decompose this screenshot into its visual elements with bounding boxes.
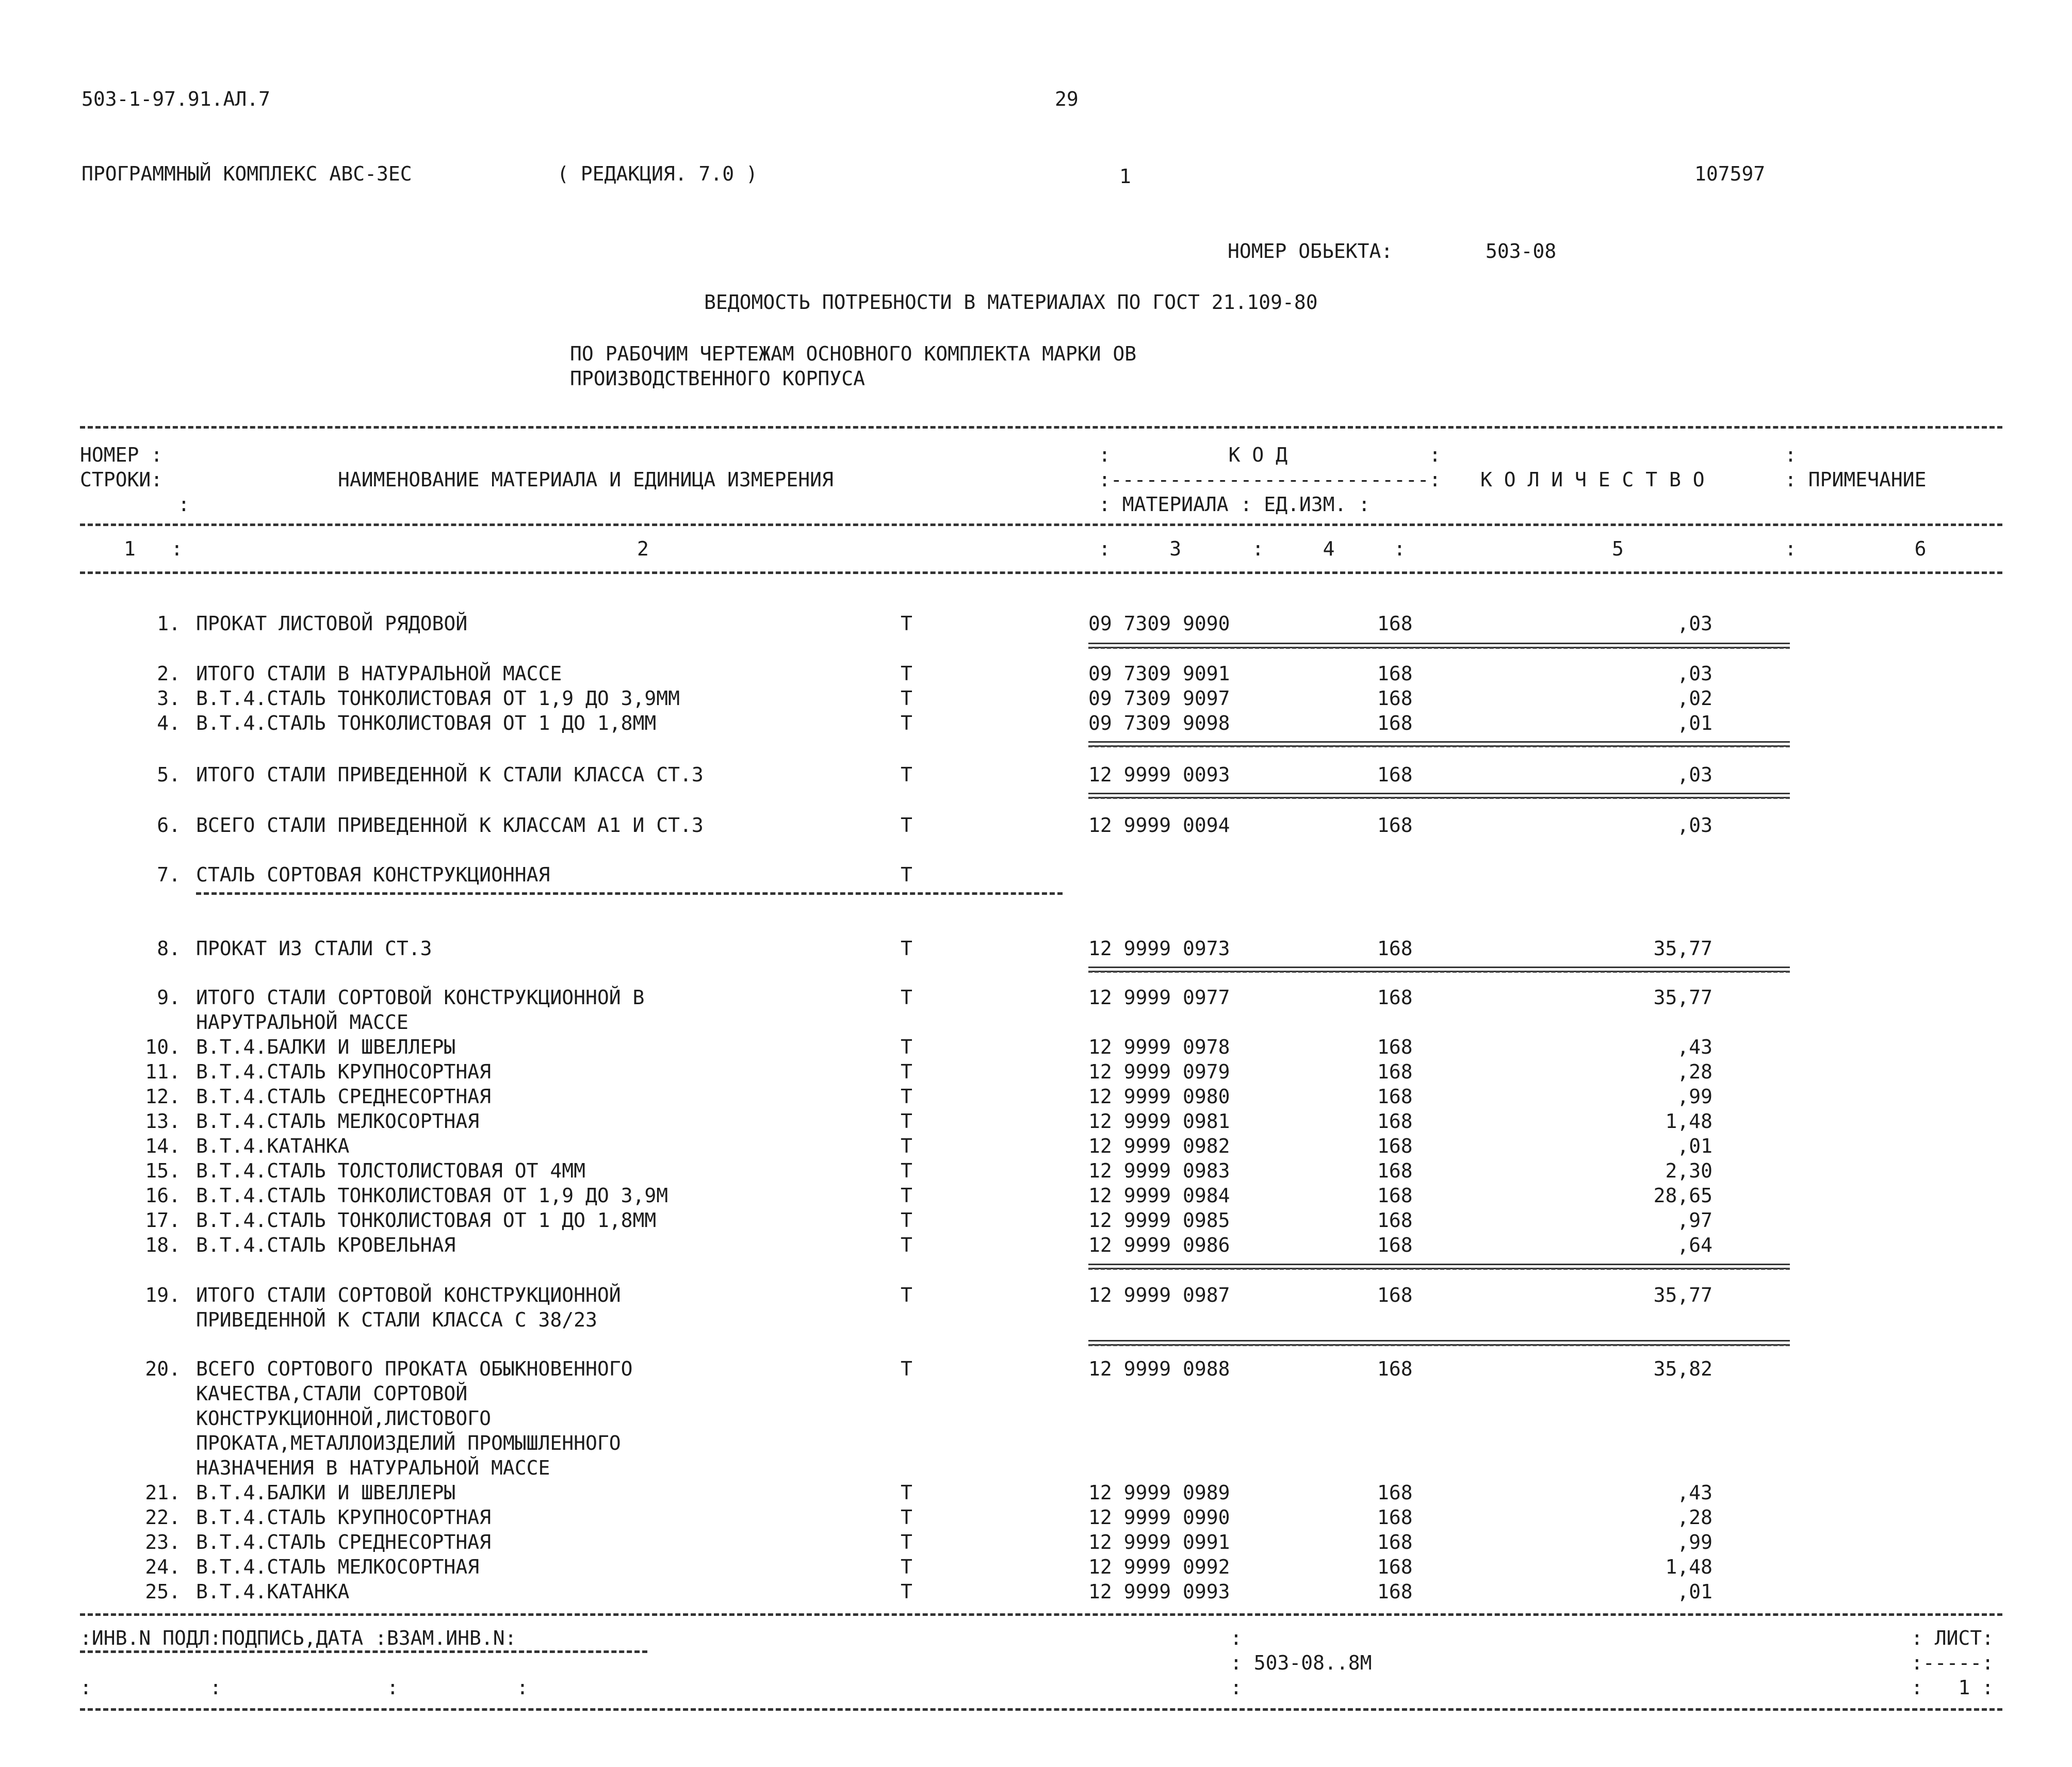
table-row [0, 1183, 2072, 1208]
material-code: 12 9999 0990 [1088, 1506, 1230, 1529]
material-name: В.Т.4.СТАЛЬ ТОЛСТОЛИСТОВАЯ ОТ 4ММ [196, 1159, 585, 1182]
table-row [0, 936, 2072, 961]
unit-code: 168 [1377, 612, 1413, 635]
unit: Т [901, 1234, 912, 1256]
total-separator [1088, 1340, 1790, 1346]
row-number: 23. [145, 1531, 181, 1553]
doc-ref-colon-bottom: : [1230, 1676, 1242, 1699]
unit-code: 168 [1377, 763, 1413, 786]
program-edition: ( РЕДАКЦИЯ. 7.0 ) [557, 162, 758, 185]
table-row [0, 1505, 2072, 1530]
quantity: ,97 [1677, 1209, 1712, 1232]
page-number: 29 [1055, 88, 1079, 110]
unit-code: 168 [1377, 1135, 1413, 1157]
row-number: 10. [145, 1036, 181, 1058]
unit-code: 168 [1377, 1060, 1413, 1083]
table-row [0, 762, 2072, 787]
row-number: 21. [145, 1481, 181, 1504]
table-row [0, 1158, 2072, 1183]
row-number: 16. [145, 1184, 181, 1207]
unit: Т [901, 712, 912, 734]
material-name: В.Т.4.СТАЛЬ МЕЛКОСОРТНАЯ [196, 1556, 480, 1578]
col-header-name: НАИМЕНОВАНИЕ МАТЕРИАЛА И ЕДИНИЦА ИЗМЕРЕНИЯ [338, 468, 834, 491]
material-name-continuation: ПРИВЕДЕННОЙ К СТАЛИ КЛАССА С 38/23 [196, 1308, 597, 1331]
material-name: В.Т.4.СТАЛЬ КРУПНОСОРТНАЯ [196, 1506, 491, 1529]
quantity: ,01 [1677, 1580, 1712, 1603]
table-row [0, 711, 2072, 735]
col-number-2: 2 [637, 537, 649, 560]
stamp-cells: : : : : [80, 1676, 529, 1699]
table-row [0, 985, 2072, 1010]
unit: Т [901, 687, 912, 710]
quantity: ,43 [1677, 1481, 1712, 1504]
section-rule [196, 892, 1063, 895]
unit: Т [901, 1060, 912, 1083]
material-code: 12 9999 0981 [1088, 1110, 1230, 1133]
sheet-label: : ЛИСТ: [1911, 1627, 1994, 1649]
table-row [0, 1555, 2072, 1579]
unit: Т [901, 1531, 912, 1553]
row-number: 2. [157, 662, 181, 685]
row-number: 15. [145, 1159, 181, 1182]
row-number: 1. [157, 612, 181, 635]
table-row [0, 1356, 2072, 1381]
table-row [0, 1059, 2072, 1084]
unit-code: 168 [1377, 1506, 1413, 1529]
quantity: 35,77 [1653, 937, 1712, 960]
unit-code: 168 [1377, 687, 1413, 710]
total-separator [1088, 1264, 1790, 1269]
material-name: В.Т.4.СТАЛЬ КРУПНОСОРТНАЯ [196, 1060, 491, 1083]
material-name: ВСЕГО СТАЛИ ПРИВЕДЕННОЙ К КЛАССАМ А1 И СТ.3 [196, 814, 704, 837]
unit-code: 168 [1377, 1580, 1413, 1603]
unit: Т [901, 1357, 912, 1380]
material-name-continuation: КОНСТРУКЦИОННОЙ,ЛИСТОВОГО [196, 1407, 491, 1430]
unit: Т [901, 1284, 912, 1306]
quantity: 35,82 [1653, 1357, 1712, 1380]
quantity: ,02 [1677, 687, 1712, 710]
col-header-code: : К О Д : [1099, 444, 1441, 466]
material-name: В.Т.4.СТАЛЬ ТОНКОЛИСТОВАЯ ОТ 1,9 ДО 3,9ММ [196, 687, 680, 710]
sheet-rule: :-----: [1911, 1651, 1994, 1674]
unit: Т [901, 1580, 912, 1603]
table-row [0, 661, 2072, 686]
material-name: ПРОКАТ ИЗ СТАЛИ СТ.3 [196, 937, 432, 960]
unit: Т [901, 1036, 912, 1058]
table-row [0, 813, 2072, 838]
col-number-6: : 6 [1785, 537, 1927, 560]
table-row [0, 1579, 2072, 1604]
material-name: ВСЕГО СОРТОВОГО ПРОКАТА ОБЫКНОВЕННОГО [196, 1357, 633, 1380]
document-code: 503-1-97.91.АЛ.7 [81, 88, 271, 110]
unit: Т [901, 1085, 912, 1108]
total-separator [1088, 643, 1790, 648]
material-name: В.Т.4.СТАЛЬ ТОНКОЛИСТОВАЯ ОТ 1 ДО 1,8ММ [196, 1209, 657, 1232]
material-name: ИТОГО СТАЛИ СОРТОВОЙ КОНСТРУКЦИОННОЙ [196, 1284, 621, 1306]
col-header-quantity: К О Л И Ч Е С Т В О [1480, 468, 1705, 491]
material-name: ПРОКАТ ЛИСТОВОЙ РЯДОВОЙ [196, 612, 468, 635]
object-number-label: НОМЕР ОБЬЕКТА: [1228, 240, 1393, 263]
unit-code: 168 [1377, 1234, 1413, 1256]
row-number: 20. [145, 1357, 181, 1380]
material-code: 12 9999 0973 [1088, 937, 1230, 960]
row-number: 24. [145, 1556, 181, 1578]
material-code: 12 9999 0989 [1088, 1481, 1230, 1504]
row-number: 8. [157, 937, 181, 960]
table-row [0, 1283, 2072, 1307]
unit: Т [901, 814, 912, 837]
material-name: В.Т.4.СТАЛЬ СРЕДНЕСОРТНАЯ [196, 1085, 491, 1108]
material-name: В.Т.4.БАЛКИ И ШВЕЛЛЕРЫ [196, 1036, 456, 1058]
quantity: 1,48 [1665, 1556, 1712, 1578]
total-separator [1088, 967, 1790, 972]
quantity: ,03 [1677, 662, 1712, 685]
unit-code: 168 [1377, 1209, 1413, 1232]
row-number: 14. [145, 1135, 181, 1157]
unit-code: 168 [1377, 1159, 1413, 1182]
quantity: ,28 [1677, 1506, 1712, 1529]
row-number: 12. [145, 1085, 181, 1108]
table-row [0, 1233, 2072, 1257]
unit: Т [901, 1135, 912, 1157]
unit: Т [901, 1159, 912, 1182]
unit-code: 168 [1377, 712, 1413, 734]
document-subtitle-line1: ПО РАБОЧИМ ЧЕРТЕЖАМ ОСНОВНОГО КОМПЛЕКТА МАРКИ ОВ [570, 342, 1137, 365]
table-row [0, 1134, 2072, 1158]
quantity: ,28 [1677, 1060, 1712, 1083]
unit-code: 168 [1377, 1036, 1413, 1058]
col-header-row-no-3: : [178, 493, 190, 516]
row-number: 17. [145, 1209, 181, 1232]
quantity: ,43 [1677, 1036, 1712, 1058]
table-row [0, 1084, 2072, 1109]
material-name: ИТОГО СТАЛИ В НАТУРАЛЬНОЙ МАССЕ [196, 662, 562, 685]
quantity: ,99 [1677, 1085, 1712, 1108]
material-name: ИТОГО СТАЛИ СОРТОВОЙ КОНСТРУКЦИОННОЙ В [196, 986, 645, 1009]
unit-code: 168 [1377, 1085, 1413, 1108]
material-code: 12 9999 0982 [1088, 1135, 1230, 1157]
job-number: 107597 [1694, 162, 1766, 185]
quantity: ,01 [1677, 1135, 1712, 1157]
material-code: 12 9999 0992 [1088, 1556, 1230, 1578]
material-code: 12 9999 0991 [1088, 1531, 1230, 1553]
col-header-note-colon: : [1785, 444, 1797, 466]
row-number: 7. [157, 863, 181, 886]
material-code: 12 9999 0987 [1088, 1284, 1230, 1306]
quantity: ,03 [1677, 814, 1712, 837]
material-code: 09 7309 9097 [1088, 687, 1230, 710]
material-code: 12 9999 0979 [1088, 1060, 1230, 1083]
row-number: 18. [145, 1234, 181, 1256]
material-name: В.Т.4.КАТАНКА [196, 1580, 350, 1603]
material-name: В.Т.4.КАТАНКА [196, 1135, 350, 1157]
document-title: ВЕДОМОСТЬ ПОТРЕБНОСТИ В МАТЕРИАЛАХ ПО ГОСТ 21.109-80 [704, 291, 1318, 314]
unit-code: 168 [1377, 1556, 1413, 1578]
row-number: 25. [145, 1580, 181, 1603]
unit: Т [901, 937, 912, 960]
material-code: 12 9999 0980 [1088, 1085, 1230, 1108]
total-separator [1088, 741, 1790, 747]
quantity: 35,77 [1653, 1284, 1712, 1306]
table-row [0, 611, 2072, 636]
unit-code: 168 [1377, 1110, 1413, 1133]
quantity: 35,77 [1653, 986, 1712, 1009]
quantity: ,64 [1677, 1234, 1712, 1256]
table-row [0, 862, 2072, 887]
col-header-code-rule: :---------------------------: [1099, 468, 1441, 491]
object-number-value: 503-08 [1486, 240, 1557, 263]
unit-code: 168 [1377, 986, 1413, 1009]
quantity: ,99 [1677, 1531, 1712, 1553]
quantity: ,03 [1677, 763, 1712, 786]
material-code: 12 9999 0093 [1088, 763, 1230, 786]
quantity: 1,48 [1665, 1110, 1712, 1133]
row-number: 5. [157, 763, 181, 786]
table-row [0, 686, 2072, 711]
material-code: 12 9999 0977 [1088, 986, 1230, 1009]
col-number-5: 5 [1612, 537, 1624, 560]
material-code: 09 7309 9091 [1088, 662, 1230, 685]
doc-ref-colon-top: : [1230, 1627, 1242, 1649]
material-name: В.Т.4.СТАЛЬ СРЕДНЕСОРТНАЯ [196, 1531, 491, 1553]
footer-bottom-rule [80, 1708, 2002, 1711]
row-number: 13. [145, 1110, 181, 1133]
row-number: 3. [157, 687, 181, 710]
doc-reference: : 503-08..8М [1230, 1651, 1372, 1674]
material-code: 09 7309 9098 [1088, 712, 1230, 734]
material-code: 12 9999 0983 [1088, 1159, 1230, 1182]
unit: Т [901, 1110, 912, 1133]
unit-code: 168 [1377, 1531, 1413, 1553]
table-row [0, 1480, 2072, 1505]
unit: Т [901, 1209, 912, 1232]
material-name: ИТОГО СТАЛИ ПРИВЕДЕННОЙ К СТАЛИ КЛАССА СТ.3 [196, 763, 704, 786]
quantity: ,01 [1677, 712, 1712, 734]
col-number-3-4: : 3 : 4 : [1099, 537, 1406, 560]
col-number-1: 1 : [124, 537, 183, 560]
unit: Т [901, 1506, 912, 1529]
table-row [0, 1208, 2072, 1233]
material-code: 12 9999 0094 [1088, 814, 1230, 837]
table-row [0, 1109, 2072, 1134]
row-number: 6. [157, 814, 181, 837]
unit: Т [901, 1481, 912, 1504]
footer-top-rule [80, 1613, 2002, 1616]
row-number: 4. [157, 712, 181, 734]
material-name-continuation: КАЧЕСТВА,СТАЛИ СОРТОВОЙ [196, 1382, 468, 1405]
material-name: В.Т.4.СТАЛЬ КРОВЕЛЬНАЯ [196, 1234, 456, 1256]
unit: Т [901, 612, 912, 635]
table-row [0, 1530, 2072, 1555]
material-name-continuation: ПРОКАТА,МЕТАЛЛОИЗДЕЛИЙ ПРОМЫШЛЕННОГО [196, 1432, 621, 1454]
material-name: СТАЛЬ СОРТОВАЯ КОНСТРУКЦИОННАЯ [196, 863, 550, 886]
material-code: 12 9999 0984 [1088, 1184, 1230, 1207]
quantity: 2,30 [1665, 1159, 1712, 1182]
material-code: 09 7309 9090 [1088, 612, 1230, 635]
unit-code: 168 [1377, 1184, 1413, 1207]
document-subtitle-line2: ПРОИЗВОДСТВЕННОГО КОРПУСА [570, 367, 865, 390]
row-number: 19. [145, 1284, 181, 1306]
material-name-continuation: НАЗНАЧЕНИЯ В НАТУРАЛЬНОЙ МАССЕ [196, 1457, 550, 1479]
material-name: В.Т.4.СТАЛЬ ТОНКОЛИСТОВАЯ ОТ 1 ДО 1,8ММ [196, 712, 657, 734]
stamp-fields: :ИНВ.N ПОДЛ:ПОДПИСЬ,ДАТА :ВЗАМ.ИНВ.N: [80, 1627, 517, 1649]
col-header-code-sub: : МАТЕРИАЛА : ЕД.ИЗМ. : [1099, 493, 1371, 516]
material-code: 12 9999 0985 [1088, 1209, 1230, 1232]
unit: Т [901, 986, 912, 1009]
material-code: 12 9999 0978 [1088, 1036, 1230, 1058]
total-separator [1088, 793, 1790, 798]
unit-code: 168 [1377, 937, 1413, 960]
unit: Т [901, 662, 912, 685]
quantity: 28,65 [1653, 1184, 1712, 1207]
material-name: В.Т.4.СТАЛЬ МЕЛКОСОРТНАЯ [196, 1110, 480, 1133]
table-top-rule [80, 426, 2002, 429]
row-number: 11. [145, 1060, 181, 1083]
unit: Т [901, 763, 912, 786]
unit-code: 168 [1377, 662, 1413, 685]
col-header-row-no-2: СТРОКИ: [80, 468, 163, 491]
unit-code: 168 [1377, 1357, 1413, 1380]
unit: Т [901, 1556, 912, 1578]
col-header-row-no-1: НОМЕР : [80, 444, 163, 466]
unit-code: 168 [1377, 1284, 1413, 1306]
row-number: 22. [145, 1506, 181, 1529]
program-name: ПРОГРАММНЫЙ КОМПЛЕКС АВС-3ЕС [81, 162, 412, 185]
unit: Т [901, 1184, 912, 1207]
material-code: 12 9999 0988 [1088, 1357, 1230, 1380]
material-code: 12 9999 0986 [1088, 1234, 1230, 1256]
material-name: В.Т.4.БАЛКИ И ШВЕЛЛЕРЫ [196, 1481, 456, 1504]
sheet-value: : 1 : [1911, 1676, 1994, 1699]
material-name-continuation: НАРУТРАЛЬНОЙ МАССЕ [196, 1011, 409, 1034]
stamp-rule [80, 1650, 647, 1653]
table-row [0, 1035, 2072, 1059]
material-code: 12 9999 0993 [1088, 1580, 1230, 1603]
sheet-indicator: 1 [1119, 165, 1131, 188]
row-number: 9. [157, 986, 181, 1009]
quantity: ,03 [1677, 612, 1712, 635]
unit-code: 168 [1377, 1481, 1413, 1504]
header-rule [80, 523, 2002, 526]
unit-code: 168 [1377, 814, 1413, 837]
body-top-rule [80, 571, 2002, 574]
unit: Т [901, 863, 912, 886]
col-header-note: : ПРИМЕЧАНИЕ [1785, 468, 1927, 491]
material-name: В.Т.4.СТАЛЬ ТОНКОЛИСТОВАЯ ОТ 1,9 ДО 3,9М [196, 1184, 668, 1207]
